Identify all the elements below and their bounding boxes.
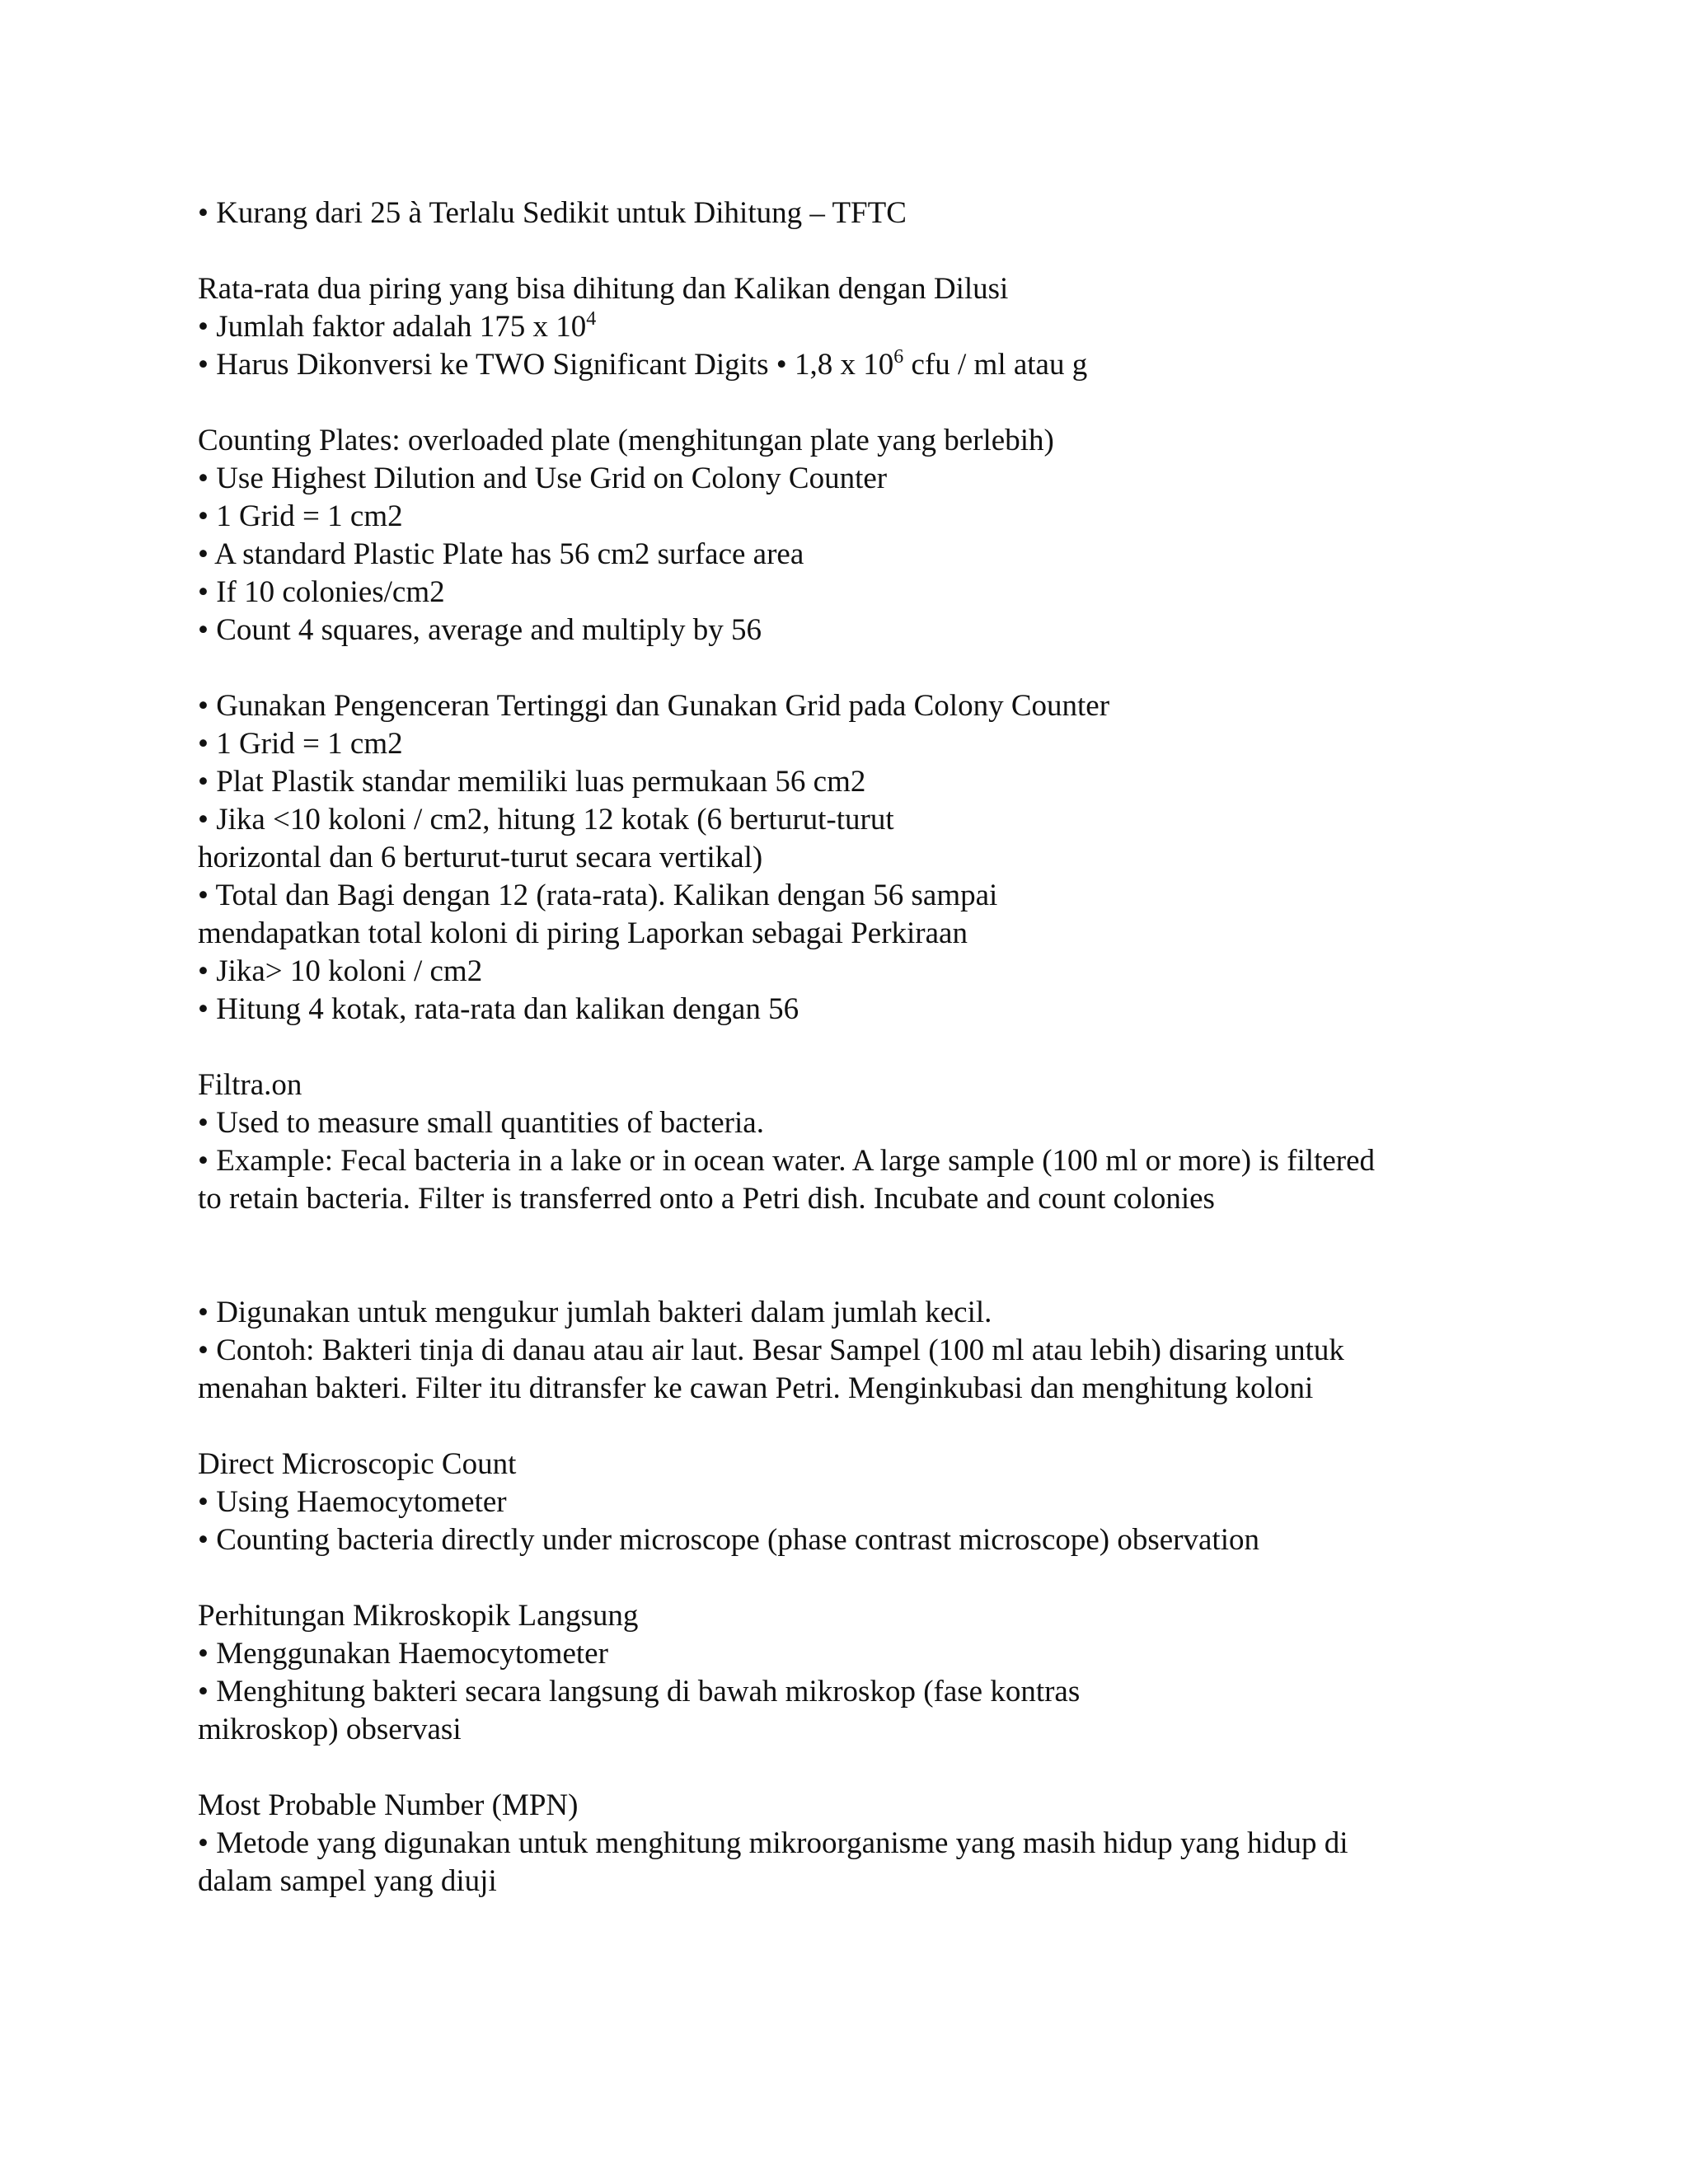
text-line: • Jika> 10 koloni / cm2	[198, 954, 483, 988]
text-line: Rata-rata dua piring yang bisa dihitung dan Kalikan dengan Dilusi	[198, 272, 1009, 306]
paragraph-spacer	[198, 232, 1500, 270]
text-line: • Used to measure small quantities of bacteria.	[198, 1106, 764, 1140]
paragraph-spacer	[198, 1218, 1500, 1294]
text-line: • Menghitung bakteri secara langsung di bawah mikroskop (fase kontras	[198, 1675, 1081, 1708]
text-line: to retain bacteria. Filter is transferred onto a Petri dish. Incubate and count colonies	[198, 1182, 1215, 1216]
text-line: • If 10 colonies/cm2	[198, 575, 445, 609]
exponent: 4	[586, 308, 597, 330]
paragraph-spacer	[198, 1408, 1500, 1446]
text-line: mikroskop) observasi	[198, 1713, 462, 1746]
text-line: • Contoh: Bakteri tinja di danau atau air laut. Besar Sampel (100 ml atau lebih) disaring untuk	[198, 1333, 1344, 1367]
paragraph-spacer	[198, 384, 1500, 422]
text-line: Most Probable Number (MPN)	[198, 1788, 579, 1822]
text-line: • Digunakan untuk mengukur jumlah bakteri dalam jumlah kecil.	[198, 1296, 992, 1329]
text-line: • Kurang dari 25 à Terlalu Sedikit untuk Dihitung – TFTC	[198, 196, 907, 230]
document-body	[198, 194, 1500, 1900]
paragraph-spacer	[198, 1029, 1500, 1066]
text-line: • Example: Fecal bacteria in a lake or in ocean water. A large sample (100 ml or more) is filtered	[198, 1144, 1376, 1178]
text-run: • Jumlah faktor adalah 175 x 10	[198, 310, 587, 344]
text-line: Direct Microscopic Count	[198, 1447, 517, 1481]
text-line: • Plat Plastik standar memiliki luas permukaan 56 cm2	[198, 765, 866, 799]
text-line	[198, 346, 1500, 384]
paragraph-spacer	[198, 1749, 1500, 1787]
text-line: • Use Highest Dilution and Use Grid on Colony Counter	[198, 462, 888, 495]
text-line: • Metode yang digunakan untuk menghitung mikroorganisme yang masih hidup yang hidup di	[198, 1826, 1348, 1860]
text-line: • Hitung 4 kotak, rata-rata dan kalikan dengan 56	[198, 992, 799, 1026]
paragraph-spacer	[198, 1559, 1500, 1597]
text-line: mendapatkan total koloni di piring Laporkan sebagai Perkiraan	[198, 916, 968, 950]
text-line: Filtra.on	[198, 1068, 302, 1102]
text-line: • Using Haemocytometer	[198, 1485, 507, 1519]
text-line: • 1 Grid = 1 cm2	[198, 499, 403, 533]
text-line: • Counting bacteria directly under microscope (phase contrast microscope) observation	[198, 1523, 1259, 1557]
text-line: • 1 Grid = 1 cm2	[198, 727, 403, 761]
text-line: • Gunakan Pengenceran Tertinggi dan Gunakan Grid pada Colony Counter	[198, 689, 1110, 723]
text-line: • Count 4 squares, average and multiply by 56	[198, 613, 762, 647]
text-line: Counting Plates: overloaded plate (menghitungan plate yang berlebih)	[198, 424, 1054, 457]
text-line: • Menggunakan Haemocytometer	[198, 1637, 608, 1671]
text-run: cfu / ml atau g	[903, 348, 1088, 382]
text-line: Perhitungan Mikroskopik Langsung	[198, 1599, 639, 1633]
paragraph-spacer	[198, 649, 1500, 687]
text-line: horizontal dan 6 berturut-turut secara vertikal)	[198, 841, 763, 874]
text-line: dalam sampel yang diuji	[198, 1864, 497, 1898]
exponent: 6	[893, 346, 904, 368]
text-line: • Jika <10 koloni / cm2, hitung 12 kotak (6 berturut-turut	[198, 803, 894, 837]
text-run: • Harus Dikonversi ke TWO Significant Digits • 1,8 x 10	[198, 348, 894, 382]
text-line: • Total dan Bagi dengan 12 (rata-rata). Kalikan dengan 56 sampai	[198, 879, 998, 912]
text-line: menahan bakteri. Filter itu ditransfer ke cawan Petri. Menginkubasi dan menghitung koloni	[198, 1371, 1314, 1405]
text-line	[198, 308, 1500, 346]
text-line: • A standard Plastic Plate has 56 cm2 surface area	[198, 537, 804, 571]
